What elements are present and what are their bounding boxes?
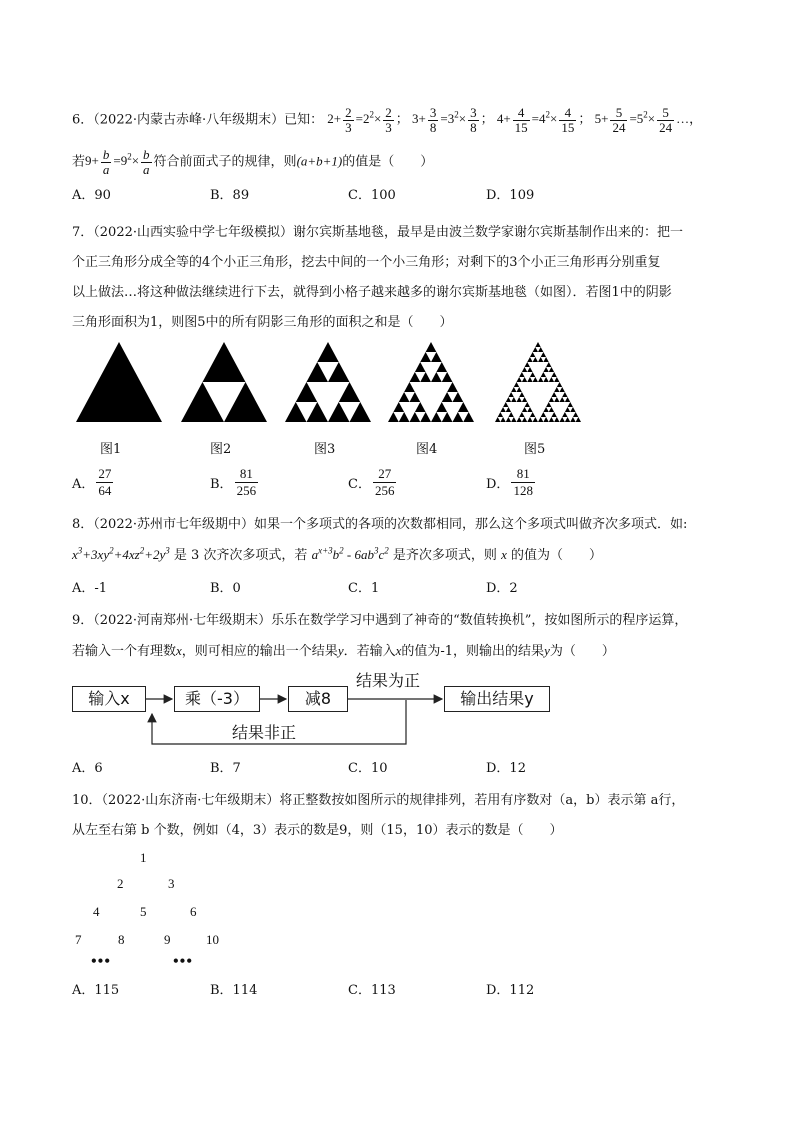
q10-line2: 从左至右第 b 个数，例如（4，3）表示的数是9，则（15，10）表示的数是（ ） xyxy=(72,823,563,838)
q7-line2: 个正三角形分成全等的4个小正三角形，挖去中间的一个小三角形；对剩下的3个小正三角形再分别重复 xyxy=(72,255,661,270)
q6-line1 xyxy=(72,106,702,135)
q6-series: 2+ $\frac{2}{3}$ $=2^2\times$ $\frac{2}{3}$ ； 3+ $\frac{3}{8}$ $=3^2\times$ $\frac{3}{8}$ ； 4+ $\frac{4}{15}$ $=4^2\times$ $\frac{4}{15}$ ； 5+ $\frac{5}{24}$ $=5^2\times$ $\frac{5}{24}$ …， xyxy=(327,105,703,135)
flow-box-output: 输出结果y xyxy=(444,686,550,712)
q6-option-b[interactable]: B．89 xyxy=(210,188,250,203)
q9-line2-e: 为（ ） xyxy=(549,644,615,659)
q9-line1: 9．（2022·河南郑州·七年级期末）乐乐在数学学习中遇到了神奇的“数值转换机”，按如图所示的程序运算， xyxy=(72,613,688,628)
q7-line4: 三角形面积为1，则图5中的所有阴影三角形的面积之和是（ ） xyxy=(72,315,453,330)
q8-line1: 8．（2022·苏州市七年级期中）如果一个多项式的各项的次数都相同，那么这个多项式叫做齐次多项式．如: xyxy=(72,517,688,532)
q10-option-d[interactable]: D．112 xyxy=(486,983,535,998)
fig-label-1: 图1 xyxy=(100,442,122,457)
flowchart xyxy=(0,670,794,750)
q6-option-a[interactable]: A．90 xyxy=(72,188,111,203)
q9-option-c[interactable]: C．10 xyxy=(348,761,388,776)
q9-option-d[interactable]: D．12 xyxy=(486,761,526,776)
q10-option-b[interactable]: B．114 xyxy=(210,983,258,998)
q6-option-c[interactable]: C．100 xyxy=(348,188,396,203)
q9-var-x-2: x xyxy=(395,643,402,658)
q8-option-d[interactable]: D．2 xyxy=(486,581,518,596)
flow-arrows xyxy=(0,670,794,750)
q6-expression: (a+b+1) xyxy=(296,153,343,169)
q8-line2-a: 是 3 次齐次多项式，若 xyxy=(173,548,308,563)
tri-6: 6 xyxy=(190,904,197,919)
q7-option-d[interactable]: D． $\frac{81}{128}$ xyxy=(486,466,533,498)
q6-line2-mid: 符合前面式子的规律，则 xyxy=(153,154,297,170)
q9-var-y: y xyxy=(337,643,344,658)
q9-var-x: x xyxy=(176,643,182,658)
q7-option-c[interactable]: C． $\frac{27}{256}$ xyxy=(348,466,395,498)
q6-line2 xyxy=(72,148,433,177)
flow-box-subtract: 减8 xyxy=(288,686,348,712)
flow-box-input: 输入x xyxy=(72,686,146,712)
q9-var-y-2: y xyxy=(544,643,550,658)
tri-dots-right: ••• xyxy=(172,954,193,968)
tri-5: 5 xyxy=(140,904,147,919)
q9-line2-a: 若输入一个有理数 xyxy=(72,644,177,659)
fig-label-4: 图4 xyxy=(416,442,438,457)
tri-9: 9 xyxy=(164,932,171,947)
sierpinski-figures xyxy=(0,340,794,430)
tri-10: 10 xyxy=(206,932,219,947)
q9-option-a[interactable]: A．6 xyxy=(72,761,103,776)
q10-line1: 10．（2022·山东济南·七年级期末）将正整数按如图所示的规律排列，若用有序数对（a，b）表示第 a行， xyxy=(72,793,685,808)
fig-label-2: 图2 xyxy=(210,442,232,457)
q7-option-a[interactable]: A． $\frac{27}{64}$ xyxy=(72,466,112,498)
flow-label-nonpositive: 结果非正 xyxy=(232,723,297,742)
tri-dots-left: ••• xyxy=(90,954,111,968)
q6-line2-suffix: 的值是（ ） xyxy=(342,154,434,170)
q9-line2 xyxy=(72,642,615,661)
q8-option-b[interactable]: B．0 xyxy=(210,581,241,596)
q7-options xyxy=(72,466,772,506)
q8-option-a[interactable]: A．-1 xyxy=(72,581,108,596)
tri-8: 8 xyxy=(118,932,125,947)
q6-condition: 9+ $\frac{b}{a}$ $=9^2\times$ $\frac{b}{a}$ xyxy=(85,147,150,177)
q6-options xyxy=(72,187,772,207)
q6-lead: 6．（2022·内蒙古赤峰·八年级期末）已知： xyxy=(72,112,324,128)
q9-line2-c: ．若输入 xyxy=(343,644,396,659)
q6-line2-prefix: 若 xyxy=(72,154,86,170)
q8-example-poly: $x^3+3xy^2+4xz^2+2y^3$ xyxy=(72,545,170,562)
q10-options xyxy=(72,982,772,1002)
tri-1: 1 xyxy=(140,850,147,865)
q9-line2-d: 的值为-1，则输出的结果 xyxy=(401,644,545,659)
q7-line1: 7．（2022·山西实验中学七年级模拟）谢尔宾斯基地毯，最早是由波兰数学家谢尔宾斯基制作出来的：把一 xyxy=(72,225,683,240)
number-triangle xyxy=(0,848,794,978)
q8-option-c[interactable]: C．1 xyxy=(348,581,380,596)
q8-line2 xyxy=(72,546,602,565)
q8-line2-c: 的值为（ ） xyxy=(511,548,603,563)
q7-line3: 以上做法…将这种做法继续进行下去，就得到小格子越来越多的谢尔宾斯基地毯（如图）．若图1中的阴影 xyxy=(72,285,672,300)
flow-box-multiply: 乘（-3） xyxy=(174,686,260,712)
q6-option-d[interactable]: D．109 xyxy=(486,188,535,203)
q9-option-b[interactable]: B．7 xyxy=(210,761,241,776)
tri-2: 2 xyxy=(117,876,124,891)
tri-4: 4 xyxy=(93,904,100,919)
q8-options xyxy=(72,580,772,600)
q9-line2-b: ，则可相应的输出一个结果 xyxy=(181,644,338,659)
q10-option-a[interactable]: A．115 xyxy=(72,983,120,998)
q7-option-b[interactable]: B． $\frac{81}{256}$ xyxy=(210,466,257,498)
q10-option-c[interactable]: C．113 xyxy=(348,983,396,998)
tri-7: 7 xyxy=(75,932,82,947)
flow-label-positive: 结果为正 xyxy=(356,671,421,690)
tri-3: 3 xyxy=(168,876,175,891)
fig-label-5: 图5 xyxy=(524,442,546,457)
fig-label-3: 图3 xyxy=(314,442,336,457)
q8-poly: $a^{x+3}b^2 - 6ab^3c^2$ xyxy=(311,545,389,562)
q8-line2-b: 是齐次多项式，则 xyxy=(392,548,497,563)
sierpinski-triangle-1 xyxy=(76,342,162,422)
q9-options xyxy=(72,760,772,780)
q8-var-x: x xyxy=(501,547,507,562)
flow-loop-back xyxy=(152,700,406,744)
